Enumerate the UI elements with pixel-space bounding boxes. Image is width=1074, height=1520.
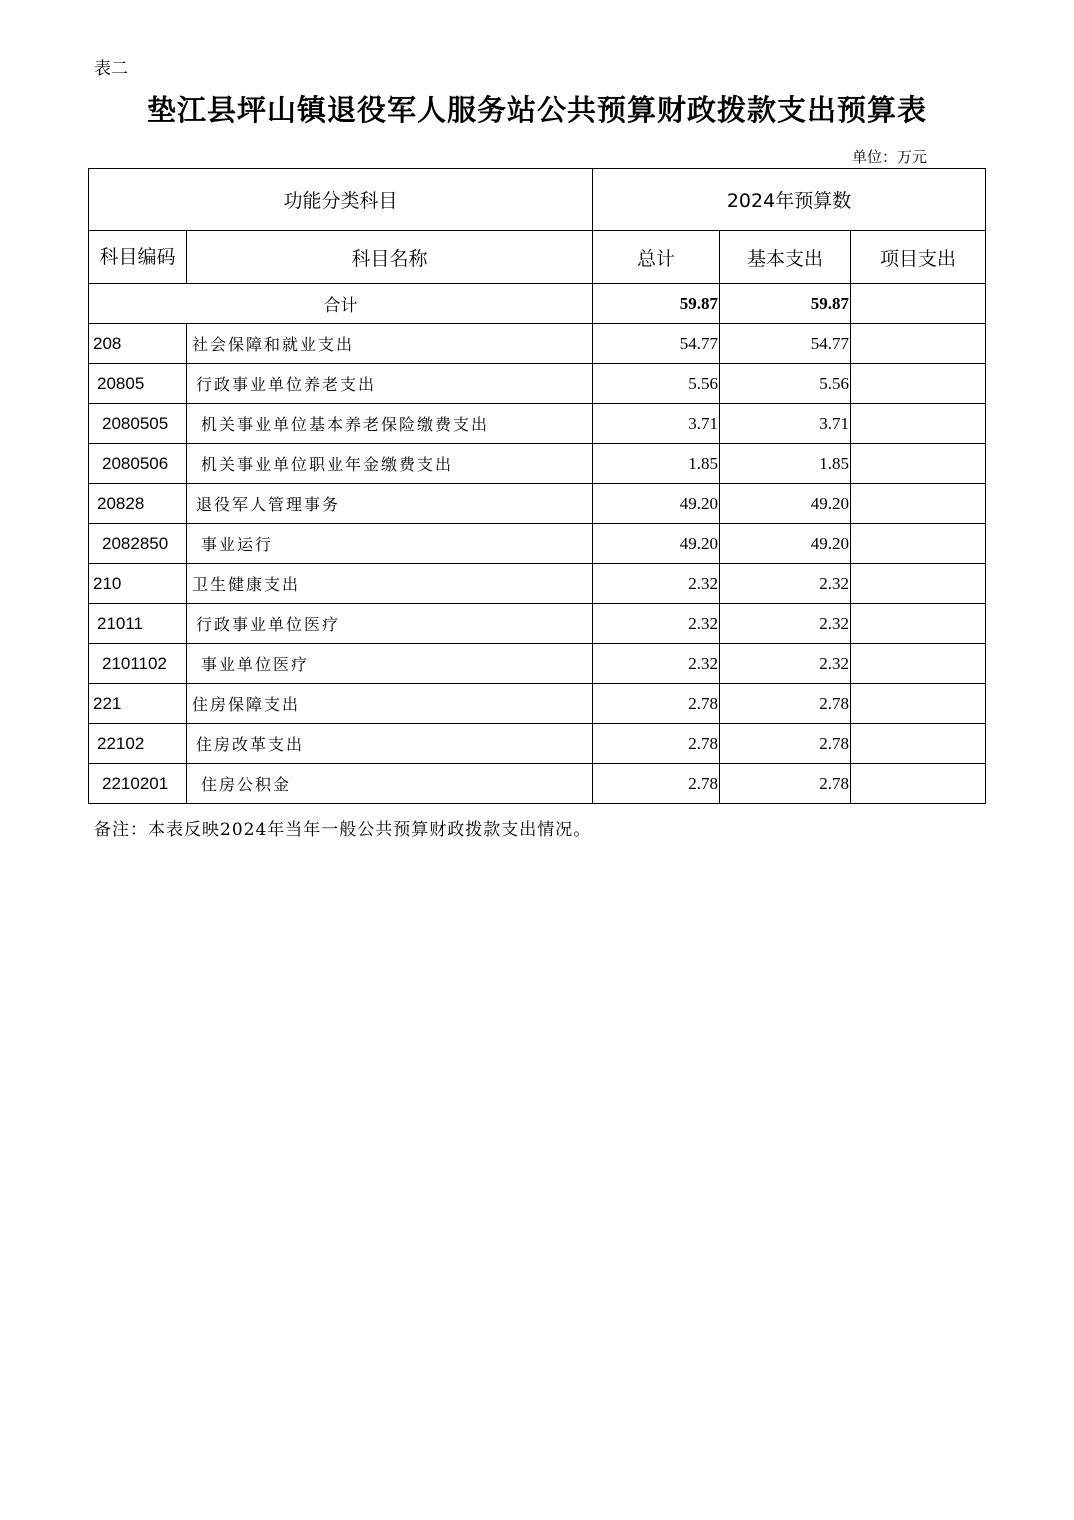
table-row [89, 604, 986, 644]
budget-table [88, 168, 986, 804]
row-code: 208 [89, 324, 187, 364]
row-name: 事业单位医疗 [187, 644, 593, 684]
row-name: 住房保障支出 [187, 684, 593, 724]
row-basic: 54.77 [720, 324, 851, 364]
name-column-header: 科目名称 [187, 231, 593, 284]
table-row [89, 684, 986, 724]
total-row-project [851, 284, 986, 324]
row-code: 20805 [89, 364, 187, 404]
table-row [89, 444, 986, 484]
row-total: 49.20 [593, 484, 720, 524]
column-header-row [89, 231, 986, 284]
document-title: 垫江县坪山镇退役军人服务站公共预算财政拨款支出预算表 [146, 93, 927, 127]
row-project [851, 404, 986, 444]
project-column-header: 项目支出 [851, 231, 986, 284]
table-row [89, 404, 986, 444]
row-basic: 1.85 [720, 444, 851, 484]
total-column-header: 总计 [593, 231, 720, 284]
row-name: 行政事业单位养老支出 [187, 364, 593, 404]
row-project [851, 324, 986, 364]
row-total: 2.32 [593, 564, 720, 604]
row-total: 2.78 [593, 764, 720, 804]
function-category-header: 功能分类科目 [89, 169, 593, 231]
row-project [851, 644, 986, 684]
row-project [851, 524, 986, 564]
row-basic: 2.32 [720, 604, 851, 644]
row-project [851, 564, 986, 604]
row-total: 2.78 [593, 684, 720, 724]
table-row [89, 564, 986, 604]
total-row-label: 合计 [89, 284, 593, 324]
row-project [851, 724, 986, 764]
footnote: 备注：本表反映2024年当年一般公共预算财政拨款支出情况。 [94, 820, 592, 840]
row-basic: 2.78 [720, 724, 851, 764]
row-basic: 2.32 [720, 644, 851, 684]
row-basic: 2.78 [720, 764, 851, 804]
row-basic: 2.32 [720, 564, 851, 604]
row-code: 2210201 [89, 764, 187, 804]
row-total: 49.20 [593, 524, 720, 564]
table-row [89, 644, 986, 684]
row-project [851, 764, 986, 804]
row-name: 行政事业单位医疗 [187, 604, 593, 644]
row-code: 2080506 [89, 444, 187, 484]
row-basic: 49.20 [720, 484, 851, 524]
row-total: 2.32 [593, 644, 720, 684]
row-code: 21011 [89, 604, 187, 644]
row-name: 住房改革支出 [187, 724, 593, 764]
total-row-basic: 59.87 [720, 284, 851, 324]
row-code: 2080505 [89, 404, 187, 444]
total-row [89, 284, 986, 324]
row-name: 住房公积金 [187, 764, 593, 804]
row-project [851, 604, 986, 644]
row-project [851, 364, 986, 404]
row-total: 3.71 [593, 404, 720, 444]
row-name: 社会保障和就业支出 [187, 324, 593, 364]
table-row [89, 524, 986, 564]
row-code: 20828 [89, 484, 187, 524]
row-basic: 3.71 [720, 404, 851, 444]
row-basic: 5.56 [720, 364, 851, 404]
table-row [89, 724, 986, 764]
total-row-total: 59.87 [593, 284, 720, 324]
row-project [851, 444, 986, 484]
unit-label: 单位：万元 [852, 148, 928, 166]
row-code: 22102 [89, 724, 187, 764]
row-name: 事业运行 [187, 524, 593, 564]
row-total: 5.56 [593, 364, 720, 404]
row-project [851, 484, 986, 524]
code-column-header: 科目编码 [89, 231, 187, 284]
row-name: 机关事业单位基本养老保险缴费支出 [187, 404, 593, 444]
row-name: 卫生健康支出 [187, 564, 593, 604]
row-total: 2.32 [593, 604, 720, 644]
table-label: 表二 [94, 59, 128, 79]
row-project [851, 684, 986, 724]
row-code: 2082850 [89, 524, 187, 564]
row-basic: 49.20 [720, 524, 851, 564]
row-basic: 2.78 [720, 684, 851, 724]
row-code: 2101102 [89, 644, 187, 684]
row-name: 机关事业单位职业年金缴费支出 [187, 444, 593, 484]
row-code: 221 [89, 684, 187, 724]
row-code: 210 [89, 564, 187, 604]
row-total: 2.78 [593, 724, 720, 764]
table-row [89, 484, 986, 524]
table-row [89, 764, 986, 804]
table-row [89, 364, 986, 404]
table-row [89, 324, 986, 364]
row-total: 54.77 [593, 324, 720, 364]
row-total: 1.85 [593, 444, 720, 484]
row-name: 退役军人管理事务 [187, 484, 593, 524]
budget-year-header: 2024年预算数 [593, 169, 986, 231]
basic-column-header: 基本支出 [720, 231, 851, 284]
group-header-row [89, 169, 986, 231]
